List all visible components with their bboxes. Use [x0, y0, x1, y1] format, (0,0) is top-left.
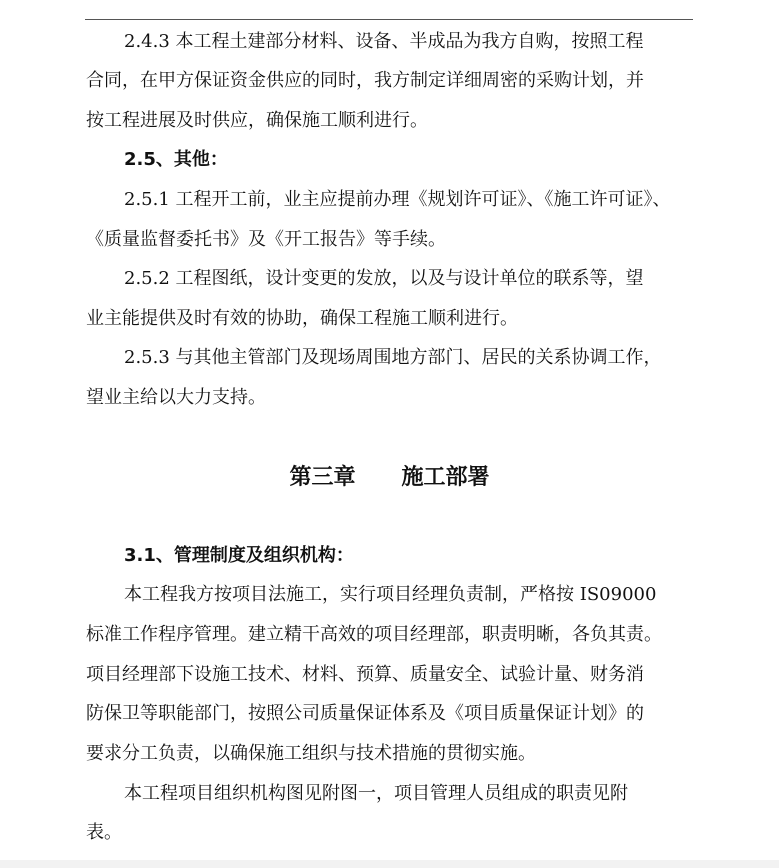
para-2-5-3-line-1: 2.5.3 与其他主管部门及现场周围地方部门、居民的关系协调工作， [124, 347, 662, 368]
chapter-title: 第三章 施工部署 [289, 465, 490, 490]
para-2-5-2-line-1: 2.5.2 工程图纸，设计变更的发放，以及与设计单位的联系等，望 [124, 268, 644, 289]
section-2-5-heading: 2.5、其他： [124, 149, 228, 170]
para-2-4-3-line-2: 合同，在甲方保证资金供应的同时，我方制定详细周密的采购计划，并 [86, 70, 644, 91]
para-3-1-line-2: 标准工作程序管理。建立精干高效的项目经理部，职责明晰，各负其责。 [86, 624, 662, 645]
para-2-5-1-line-2: 《质量监督委托书》及《开工报告》等手续。 [86, 229, 446, 250]
para-3-1-line-3: 项目经理部下设施工技术、材料、预算、质量安全、试验计量、财务消 [86, 664, 644, 685]
para-2-4-3-line-3: 按工程进展及时供应，确保施工顺利进行。 [86, 110, 428, 131]
para-2-5-1-line-1: 2.5.1 工程开工前，业主应提前办理《规划许可证》、《施工许可证》、 [124, 189, 671, 210]
para-3-1-line-5: 要求分工负责，以确保施工组织与技术措施的贯彻实施。 [86, 743, 536, 764]
para-3-1-b-line-2: 表。 [86, 822, 122, 843]
para-2-5-2-line-2: 业主能提供及时有效的协助，确保工程施工顺利进行。 [86, 308, 518, 329]
header-rule [85, 19, 693, 20]
para-3-1-b-line-1: 本工程项目组织机构图见附图一，项目管理人员组成的职责见附 [124, 783, 628, 804]
section-3-1-heading: 3.1、管理制度及组织机构： [124, 545, 354, 566]
page-bottom-band [0, 860, 779, 868]
para-2-5-3-line-2: 望业主给以大力支持。 [86, 387, 266, 408]
para-3-1-line-4: 防保卫等职能部门，按照公司质量保证体系及《项目质量保证计划》的 [86, 703, 644, 724]
para-2-4-3-line-1: 2.4.3 本工程土建部分材料、设备、半成品为我方自购，按照工程 [124, 31, 644, 52]
para-3-1-line-1: 本工程我方按项目法施工，实行项目经理负责制，严格按 IS09000 [124, 584, 657, 605]
